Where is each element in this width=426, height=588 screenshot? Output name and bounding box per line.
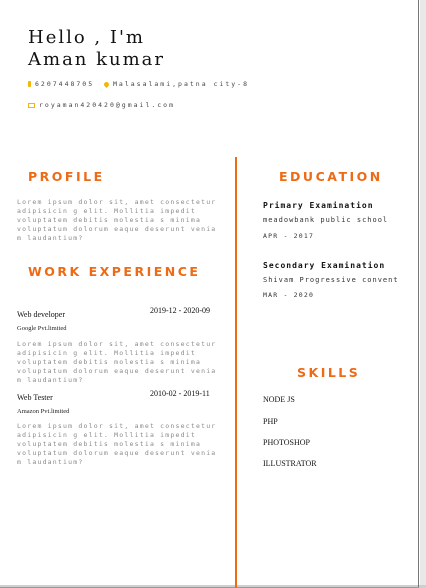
phone-number: 6207448705	[35, 80, 95, 88]
location-pin-icon	[103, 80, 110, 87]
contact-phone	[28, 80, 94, 88]
work-experience-heading: WORK EXPERIENCE	[28, 264, 201, 279]
full-name: Aman kumar	[28, 49, 166, 70]
contact-address	[104, 80, 249, 88]
skill-item: NODE JS	[263, 395, 295, 404]
contact-email	[28, 101, 175, 109]
education-title: Primary Examination	[263, 201, 374, 210]
profile-heading: PROFILE	[28, 169, 105, 184]
job-dates: 2010-02 - 2019-11	[150, 389, 210, 398]
skill-item: ILLUSTRATOR	[263, 459, 317, 468]
education-school: Shivam Progressive convent	[263, 276, 399, 284]
email-address: royaman420420@gmail.com	[39, 101, 176, 109]
skills-heading: SKILLS	[297, 365, 361, 380]
phone-icon	[28, 81, 31, 87]
job-title: Web developer	[17, 310, 65, 319]
skill-item: PHOTOSHOP	[263, 438, 310, 447]
page-border-right	[418, 0, 419, 588]
education-title: Secondary Examination	[263, 261, 386, 270]
job-title: Web Tester	[17, 393, 53, 402]
profile-text: Lorem ipsum dolor sit, amet consectetur adipisicin g elit. Mollitia impedit voluptatem debitis molestia s minima voluptatum dolorum eaque deserunt venia m laudantium?	[17, 198, 217, 242]
job-description: Lorem ipsum dolor sit, amet consectetur adipisicin g elit. Mollitia impedit voluptatem debitis molestia s minima voluptatum dolorum eaque deserunt venia m laudantium?	[17, 422, 217, 466]
job-company: Amazon Pvt.limited	[17, 408, 70, 415]
education-date: APR - 2017	[263, 232, 315, 240]
column-divider	[235, 157, 237, 588]
job-company: Google Pvt.limited	[17, 325, 67, 332]
job-description: Lorem ipsum dolor sit, amet consectetur adipisicin g elit. Mollitia impedit voluptatem debitis molestia s minima voluptatum dolorum eaque deserunt venia m laudantium?	[17, 340, 217, 384]
email-icon	[28, 103, 35, 108]
skill-item: PHP	[263, 417, 278, 426]
address-text: Malasalami,patna city-8	[113, 80, 250, 88]
education-heading: EDUCATION	[279, 169, 383, 184]
education-school: meadowbank public school	[263, 216, 389, 224]
page-shadow-right	[420, 0, 426, 588]
greeting: Hello , I'm	[28, 27, 145, 48]
education-date: MAR - 2020	[263, 291, 315, 299]
job-dates: 2019-12 - 2020-09	[150, 306, 210, 315]
